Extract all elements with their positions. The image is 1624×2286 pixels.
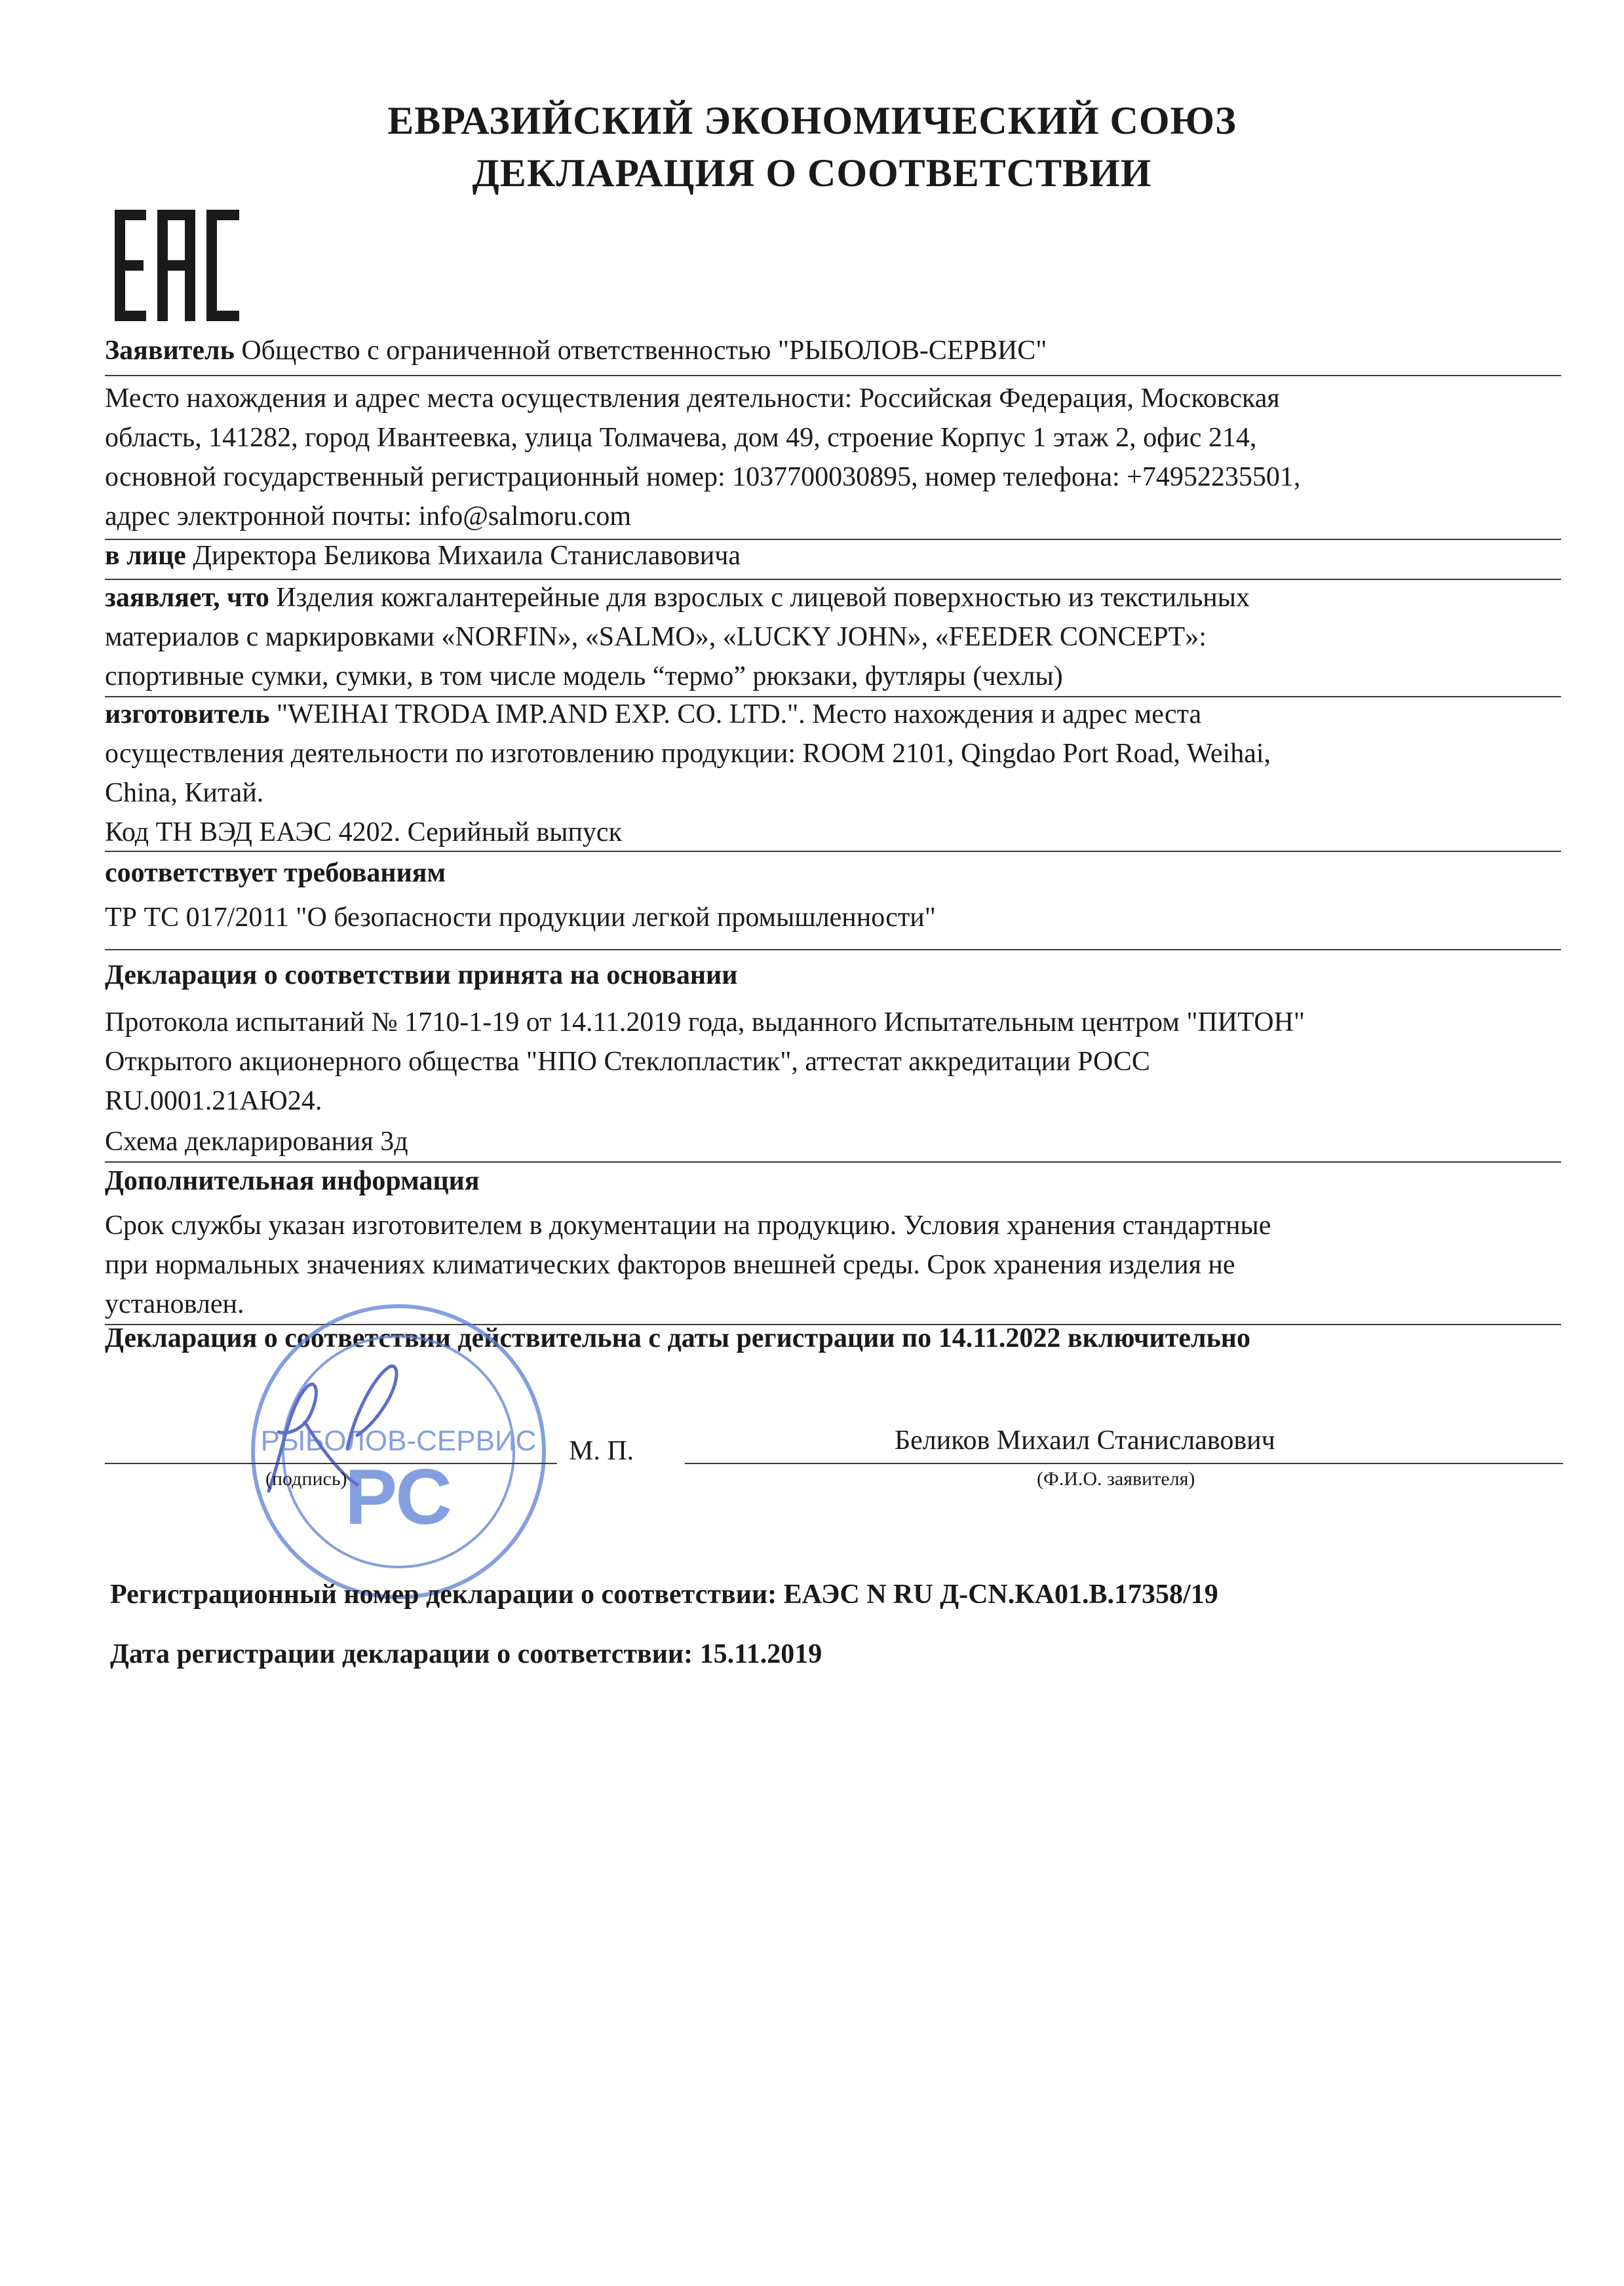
manufacturer-line-2: осуществления деятельности по изготовлению продукции: ROOM 2101, Qingdao Port Road, Weihai, xyxy=(105,739,1271,769)
seal-place-label: М. П. xyxy=(569,1436,634,1466)
eac-mark-icon xyxy=(115,210,239,321)
basis-label: Декларация о соответствии принята на основании xyxy=(105,960,738,990)
registration-date: Дата регистрации декларации о соответствии: 15.11.2019 xyxy=(110,1639,822,1669)
divider xyxy=(105,375,1561,376)
applicant-label: Заявитель xyxy=(105,336,235,366)
address-line-3: основной государственный регистрационный номер: 1037700030895, номер телефона: +74952235501, xyxy=(105,462,1301,492)
declares-line-3: спортивные сумки, сумки, в том числе модель “термо” рюкзаки, футляры (чехлы) xyxy=(105,661,1063,691)
product-code: Код ТН ВЭД ЕАЭС 4202. Серийный выпуск xyxy=(105,817,622,847)
divider xyxy=(105,851,1561,852)
additional-line-2: при нормальных значениях климатических факторов внешней среды. Срок хранения изделия не xyxy=(105,1250,1235,1280)
representative-label: в лице xyxy=(105,541,186,571)
signatory-name: Беликов Михаил Станиславович xyxy=(895,1425,1275,1456)
stamp-org-name: РЫБОЛОВ-СЕРВИС xyxy=(260,1425,537,1457)
header-declaration-title: ДЕКЛАРАЦИЯ О СООТВЕТСТВИИ xyxy=(472,151,1152,195)
address-line-4: адрес электронной почты: info@salmoru.com xyxy=(105,501,632,532)
divider xyxy=(105,949,1561,950)
conforms-value: ТР ТС 017/2011 "О безопасности продукции легкой промышленности" xyxy=(105,902,936,933)
address-line-2: область, 141282, город Ивантеевка, улица Толмачева, дом 49, строение Корпус 1 этаж 2, офис 214, xyxy=(105,423,1257,453)
registration-number: Регистрационный номер декларации о соответствии: ЕАЭС N RU Д-CN.КА01.В.17358/19 xyxy=(110,1579,1218,1610)
signature-caption: (подпись) xyxy=(265,1468,347,1490)
applicant-row xyxy=(105,331,1047,370)
basis-line-1: Протокола испытаний № 1710-1-19 от 14.11.2019 года, выданного Испытательным центром "ПИТОН" xyxy=(105,1007,1305,1037)
declares-line-2: материалов с маркировками «NORFIN», «SALMO», «LUCKY JOHN», «FEEDER CONCEPT»: xyxy=(105,622,1207,652)
declares-label: заявляет, что xyxy=(105,583,269,613)
validity-statement: Декларация о соответствии действительна с даты регистрации по 14.11.2022 включительно xyxy=(105,1323,1251,1353)
additional-line-1: Срок службы указан изготовителем в документации на продукцию. Условия хранения стандартные xyxy=(105,1211,1271,1241)
name-line xyxy=(685,1463,1563,1464)
stamp-monogram: РС xyxy=(345,1453,452,1541)
conforms-label: соответствует требованиям xyxy=(105,858,446,888)
additional-line-3: установлен. xyxy=(105,1289,244,1319)
declares-line-1: заявляет, что Изделия кожгалантерейные для взрослых с лицевой поверхностью из текстильных xyxy=(105,583,1250,613)
manufacturer-label: изготовитель xyxy=(105,699,270,729)
manufacturer-line-3: China, Китай. xyxy=(105,778,264,808)
applicant-value: Общество с ограниченной ответственностью "РЫБОЛОВ-СЕРВИС" xyxy=(234,336,1047,366)
declaration-scheme: Схема декларирования 3д xyxy=(105,1127,408,1157)
representative-row xyxy=(105,536,741,575)
header-union-title: ЕВРАЗИЙСКИЙ ЭКОНОМИЧЕСКИЙ СОЮЗ xyxy=(387,99,1237,142)
additional-label: Дополнительная информация xyxy=(105,1166,480,1196)
representative-value: Директора Беликова Михаила Станиславовича xyxy=(185,541,741,571)
signature-line xyxy=(105,1463,557,1464)
name-caption: (Ф.И.О. заявителя) xyxy=(1037,1468,1195,1490)
manufacturer-line-1: изготовитель "WEIHAI TRODA IMP.AND EXP. CO. LTD.". Место нахождения и адрес места xyxy=(105,699,1202,729)
address-line-1: Место нахождения и адрес места осуществления деятельности: Российская Федерация, Московская xyxy=(105,383,1280,414)
basis-line-3: RU.0001.21АЮ24. xyxy=(105,1086,322,1116)
basis-line-2: Открытого акционерного общества "НПО Стеклопластик", аттестат аккредитации РОСС xyxy=(105,1047,1150,1077)
